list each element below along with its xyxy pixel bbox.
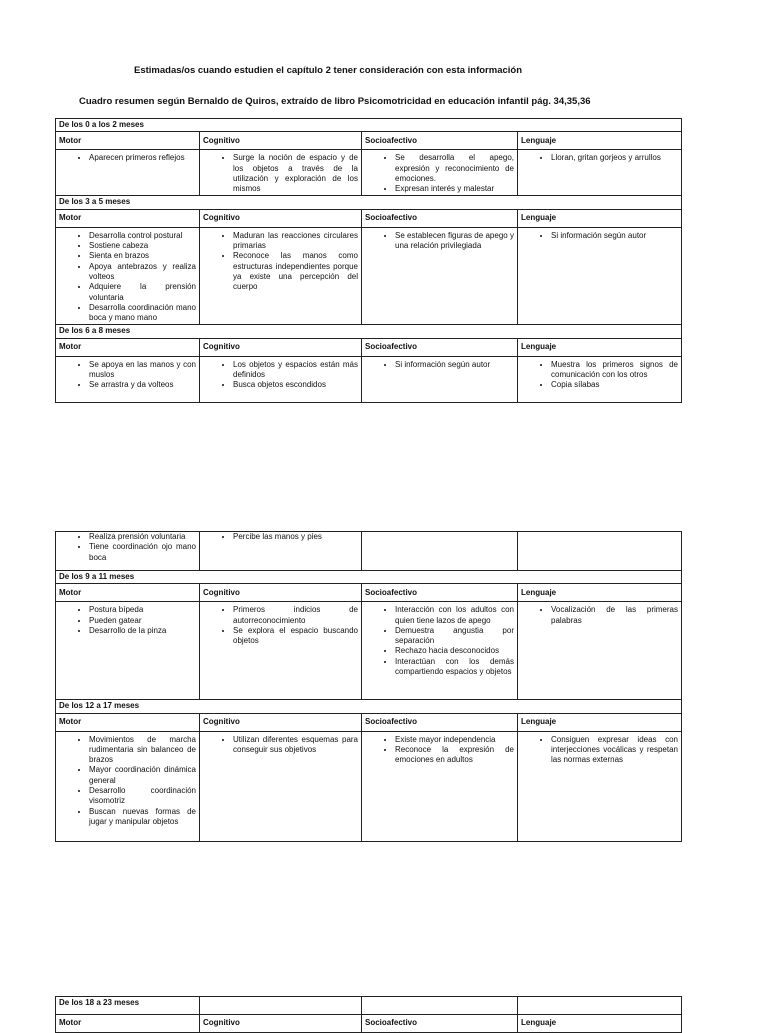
motor-cell xyxy=(56,227,200,325)
bullet-item: • Reconoce las manos como estructuras independientes porque ya existe una percepción del cuerpo xyxy=(233,251,358,292)
bullet-list xyxy=(365,735,514,766)
header-motor: Motor xyxy=(56,338,200,356)
age-group-label: De los 12 a 17 meses xyxy=(56,700,682,713)
header-motor: Motor xyxy=(56,1015,200,1033)
bullet-list xyxy=(521,231,678,241)
socioafectivo-cell xyxy=(362,150,518,196)
empty-cell xyxy=(200,997,362,1015)
socioafectivo-cell xyxy=(362,356,518,402)
header-lenguaje: Lenguaje xyxy=(518,1015,682,1033)
bullet-list xyxy=(203,605,358,646)
bullet-item: • Postura bípeda xyxy=(89,605,196,615)
bullet-list xyxy=(203,532,358,542)
bullet-item: • Si información según autor xyxy=(551,231,678,241)
summary-table-part-2 xyxy=(55,531,682,842)
motor-cell xyxy=(56,602,200,700)
header-socioafectivo: Socioafectivo xyxy=(362,209,518,227)
content-row xyxy=(56,150,682,196)
header-cognitivo: Cognitivo xyxy=(200,338,362,356)
age-row-6-8 xyxy=(56,325,682,338)
header-cognitivo: Cognitivo xyxy=(200,1015,362,1033)
cognitivo-cell xyxy=(200,227,362,325)
bullet-list xyxy=(59,532,196,563)
header-socioafectivo: Socioafectivo xyxy=(362,584,518,602)
bullet-list xyxy=(59,605,196,636)
bullet-item: • Surge la noción de espacio y de los objetos a través de la utilización y exploración de los mismos xyxy=(233,153,358,194)
bullet-item: • Buscan nuevas formas de jugar y manipular objetos xyxy=(89,807,196,828)
bullet-item: • Desarrollo coordinación visomotriz xyxy=(89,786,196,807)
bullet-item: • Percibe las manos y pies xyxy=(233,532,358,542)
bullet-list xyxy=(365,360,514,370)
content-row xyxy=(56,731,682,841)
table-title: Cuadro resumen según Bernaldo de Quiros, extraído de libro Psicomotricidad en educación infantil pág. 34,35,36 xyxy=(79,96,591,107)
bullet-list xyxy=(59,153,196,163)
header-motor: Motor xyxy=(56,713,200,731)
bullet-list xyxy=(521,605,678,626)
socioafectivo-cell xyxy=(362,731,518,841)
cognitivo-cell xyxy=(200,150,362,196)
header-socioafectivo: Socioafectivo xyxy=(362,132,518,150)
cognitivo-cell xyxy=(200,356,362,402)
bullet-list xyxy=(365,231,514,252)
bullet-item: • Utilizan diferentes esquemas para conseguir sus objetivos xyxy=(233,735,358,756)
age-group-label: De los 6 a 8 meses xyxy=(56,325,682,338)
bullet-item: • Tiene coordinación ojo mano boca xyxy=(89,542,196,563)
lenguaje-cell xyxy=(518,731,682,841)
bullet-item: • Lloran, gritan gorjeos y arrullos xyxy=(551,153,678,163)
bullet-item: • Movimientos de marcha rudimentaria sin balanceo de brazos xyxy=(89,735,196,766)
bullet-list xyxy=(521,153,678,163)
motor-cell xyxy=(56,150,200,196)
summary-table-part-1 xyxy=(55,118,682,403)
age-row-0-2 xyxy=(56,119,682,132)
age-row-12-17 xyxy=(56,700,682,713)
age-group-label: De los 9 a 11 meses xyxy=(56,571,682,584)
bullet-item: • Los objetos y espacios están más definidos xyxy=(233,360,358,381)
column-header-row xyxy=(56,209,682,227)
bullet-item: • Existe mayor independencia xyxy=(395,735,514,745)
header-cognitivo: Cognitivo xyxy=(200,132,362,150)
header-motor: Motor xyxy=(56,209,200,227)
cognitivo-cell xyxy=(200,602,362,700)
lenguaje-cell xyxy=(518,150,682,196)
header-socioafectivo: Socioafectivo xyxy=(362,338,518,356)
header-cognitivo: Cognitivo xyxy=(200,584,362,602)
header-lenguaje: Lenguaje xyxy=(518,132,682,150)
socioafectivo-cell xyxy=(362,602,518,700)
bullet-list xyxy=(203,360,358,391)
bullet-item: • Sienta en brazos xyxy=(89,251,196,261)
bullet-item: • Se apoya en las manos y con muslos xyxy=(89,360,196,381)
header-motor: Motor xyxy=(56,132,200,150)
header-motor: Motor xyxy=(56,584,200,602)
content-row xyxy=(56,356,682,402)
column-header-row xyxy=(56,338,682,356)
header-cognitivo: Cognitivo xyxy=(200,713,362,731)
bullet-list xyxy=(203,735,358,756)
header-cognitivo: Cognitivo xyxy=(200,209,362,227)
lenguaje-cell xyxy=(518,227,682,325)
bullet-list xyxy=(365,605,514,677)
bullet-list xyxy=(59,231,196,324)
bullet-item: • Consiguen expresar ideas con interjecciones vocálicas y respetan las normas externas xyxy=(551,735,678,766)
bullet-item: • Expresan interés y malestar xyxy=(395,184,514,194)
bullet-item: • Si información según autor xyxy=(395,360,514,370)
header-socioafectivo: Socioafectivo xyxy=(362,1015,518,1033)
summary-table-part-3 xyxy=(55,996,682,1033)
bullet-item: • Busca objetos escondidos xyxy=(233,380,358,390)
content-row xyxy=(56,227,682,325)
bullet-item: • Vocalización de las primeras palabras xyxy=(551,605,678,626)
motor-cell xyxy=(56,356,200,402)
bullet-item: • Se desarrolla el apego, expresión y reconocimiento de emociones. xyxy=(395,153,514,184)
age-group-label: De los 0 a los 2 meses xyxy=(56,119,682,132)
bullet-list xyxy=(521,360,678,391)
bullet-item: • Sostiene cabeza xyxy=(89,241,196,251)
bullet-list xyxy=(521,735,678,766)
bullet-item: • Demuestra angustia por separación xyxy=(395,626,514,647)
bullet-item: • Desarrolla coordinación mano boca y mano mano xyxy=(89,303,196,324)
lenguaje-cell xyxy=(518,532,682,571)
bullet-item: • Realiza prensión voluntaria xyxy=(89,532,196,542)
socioafectivo-cell xyxy=(362,532,518,571)
column-header-row xyxy=(56,713,682,731)
bullet-item: • Apoya antebrazos y realiza volteos xyxy=(89,262,196,283)
bullet-item: • Copia sílabas xyxy=(551,380,678,390)
age-group-label: De los 18 a 23 meses xyxy=(56,997,200,1015)
cognitivo-cell xyxy=(200,532,362,571)
header-lenguaje: Lenguaje xyxy=(518,713,682,731)
bullet-list xyxy=(365,153,514,194)
bullet-item: • Se explora el espacio buscando objetos xyxy=(233,626,358,647)
header-lenguaje: Lenguaje xyxy=(518,338,682,356)
bullet-item: • Interacción con los adultos con quien tiene lazos de apego xyxy=(395,605,514,626)
header-lenguaje: Lenguaje xyxy=(518,209,682,227)
age-group-label: De los 3 a 5 meses xyxy=(56,196,682,209)
bullet-item: • Pueden gatear xyxy=(89,616,196,626)
empty-cell xyxy=(518,997,682,1015)
content-row-continued xyxy=(56,532,682,571)
cognitivo-cell xyxy=(200,731,362,841)
bullet-item: • Maduran las reacciones circulares primarias xyxy=(233,231,358,252)
header-socioafectivo: Socioafectivo xyxy=(362,713,518,731)
motor-cell xyxy=(56,731,200,841)
bullet-list xyxy=(203,231,358,293)
age-row-9-11 xyxy=(56,571,682,584)
bullet-item: • Aparecen primeros reflejos xyxy=(89,153,196,163)
bullet-item: • Muestra los primeros signos de comunicación con los otros xyxy=(551,360,678,381)
intro-text: Estimadas/os cuando estudien el capítulo 2 tener consideración con esta información xyxy=(134,65,523,76)
bullet-item: • Mayor coordinación dinámica general xyxy=(89,765,196,786)
motor-cell xyxy=(56,532,200,571)
content-row xyxy=(56,602,682,700)
bullet-item: • Desarrollo de la pinza xyxy=(89,626,196,636)
bullet-list xyxy=(59,735,196,828)
bullet-item: • Se arrastra y da volteos xyxy=(89,380,196,390)
lenguaje-cell xyxy=(518,602,682,700)
header-lenguaje: Lenguaje xyxy=(518,584,682,602)
age-row-3-5 xyxy=(56,196,682,209)
bullet-item: • Desarrolla control postural xyxy=(89,231,196,241)
column-header-row xyxy=(56,584,682,602)
bullet-item: • Primeros indicios de autorreconocimiento xyxy=(233,605,358,626)
bullet-item: • Rechazo hacia desconocidos xyxy=(395,646,514,656)
bullet-list xyxy=(59,360,196,391)
bullet-item: • Interactúan con los demás compartiendo espacios y objetos xyxy=(395,657,514,678)
age-row-18-23 xyxy=(56,997,682,1015)
empty-cell xyxy=(362,997,518,1015)
bullet-list xyxy=(203,153,358,194)
bullet-item: • Adquiere la prensión voluntaria xyxy=(89,282,196,303)
bullet-item: • Reconoce la expresión de emociones en adultos xyxy=(395,745,514,766)
socioafectivo-cell xyxy=(362,227,518,325)
column-header-row xyxy=(56,132,682,150)
bullet-item: • Se establecen figuras de apego y una relación privilegiada xyxy=(395,231,514,252)
lenguaje-cell xyxy=(518,356,682,402)
